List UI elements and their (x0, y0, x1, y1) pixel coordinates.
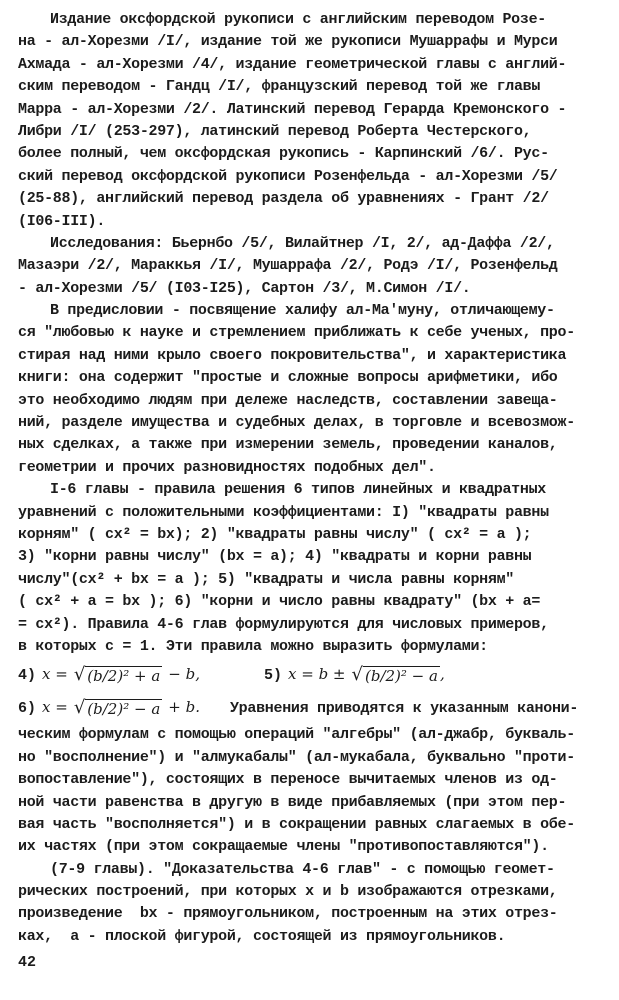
text-line: ках, a - плоской фигурой, состоящей из прямоугольников. (18, 927, 506, 945)
text-line: их частях (при этом сокращаемые члены "противопоставляются"). (18, 838, 549, 856)
text-line: но "восполнение") и "алмукабалы" (ал-мукабала, буквально "проти- (18, 748, 575, 766)
sqrt-icon: √ (351, 664, 363, 686)
text-line: (25-88), английский перевод раздела об уравнениях - Грант /2/ (18, 190, 549, 208)
text-block-after-formulas (18, 724, 608, 948)
formula-tail: , (439, 665, 445, 684)
text-line: ский перевод оксфордской рукописи Розенфельда - ал-Хорезми /5/ (18, 167, 558, 185)
text-line: Мазаэри /2/, Мараккья /I/, Мушаррафа /2/, Родэ /I/, Розенфельд (18, 257, 558, 275)
text-line: ний, разделе имущества и судебных делах, в торговле и всевозмож- (18, 414, 575, 432)
text-line: Уравнения приводятся к указанным канони- (229, 700, 579, 718)
text-line: Марра - ал-Хорезми /2/. Латинский перевод Герарда Кремонского - (18, 100, 567, 118)
formula-lhs: x = (42, 665, 68, 684)
text-line: (7-9 главы). "Доказательства 4-6 глав" - с помощью геомет- (50, 860, 555, 878)
text-line: вопоставление"), состоящих в переносе вычитаемых членов из од- (18, 771, 558, 789)
text-line: уравнений с положительными коэффициентами: I) "квадраты равны (18, 503, 549, 521)
text-line: ной части равенства в другую в виде прибавляемых (при этом пер- (18, 793, 567, 811)
text-line: (I06-III). (18, 212, 106, 230)
text-line: 3) "корни равны числу" (bx = a); 4) "квадраты и корни равны (18, 548, 532, 566)
text-line: книги: она содержит "простые и сложные вопросы арифметики, ибо (18, 369, 558, 387)
formula-5 (263, 664, 445, 686)
text-block-before-formulas (18, 9, 608, 658)
text-line: вая часть "восполняется") и в сокращении равных слагаемых в обе- (18, 815, 575, 833)
formula-row-4-5 (18, 658, 608, 691)
text-line: геометрии и прочих разновидностях подобных дел". (18, 458, 436, 476)
text-line: более полный, чем оксфордская рукопись - Карпинский /6/. Рус- (18, 145, 549, 163)
text-line: в которых c = 1. Эти правила можно выразить формулами: (18, 637, 488, 655)
formula-lhs: x = b ± (288, 665, 346, 684)
text-line: ных сделках, а также при измерении земель, проведении каналов, (18, 436, 558, 454)
formula-4 (18, 664, 200, 686)
formula-label: 6) (18, 700, 37, 718)
text-line: Ахмада - ал-Хорезми /4/, издание геометрической главы с англий- (18, 55, 567, 73)
text-line: Либри /I/ (253-297), латинский перевод Роберта Честерского, (18, 122, 532, 140)
formula-radicand: (b/2)² − a (87, 699, 161, 718)
text-line: числу"(cx² + bx = a ); 5) "квадраты и числа равны корням" (18, 570, 514, 588)
sqrt-icon: √ (73, 697, 86, 719)
text-line: на - ал-Хорезми /I/, издание той же рукописи Мушаррафы и Мурси (18, 33, 558, 51)
formula-label: 4) (18, 667, 37, 685)
page-body (18, 9, 608, 948)
formula-6 (18, 697, 200, 719)
text-line: произведение bx - прямоугольником, построенным на этих отрез- (18, 905, 558, 923)
text-line: ( cx² + a = bx ); 6) "корни и число равны квадрату" (bx + a= (18, 593, 541, 611)
text-line: это необходимо людям при дележе наследств, составлении завеща- (18, 391, 558, 409)
text-line: В предисловии - посвящение халифу ал-Ма'муну, отличающему- (50, 302, 555, 320)
formula-tail: − b, (168, 665, 200, 684)
text-line: I-6 главы - правила решения 6 типов линейных и квадратных (50, 481, 546, 499)
formula-tail: + b. (168, 698, 200, 717)
formula-row-6 (18, 691, 608, 724)
page-number: 42 (18, 954, 37, 971)
formula-radicand: (b/2)² − a (365, 666, 438, 685)
formula-lhs: x = (42, 698, 68, 717)
text-line: Издание оксфордской рукописи с английским переводом Розе- (50, 11, 546, 28)
text-line: = cx²). Правила 4-6 глав формулируются для числовых примеров, (18, 615, 549, 633)
formula-label: 5) (263, 667, 282, 685)
text-line: стирая над ними крыло своего покровительства", и характеристика (18, 346, 567, 364)
text-line: - ал-Хорезми /5/ (I03-I25), Сартон /3/, М.Симон /I/. (18, 279, 471, 297)
text-line: ся "любовью к науке и стремлением приближать к себе ученых, про- (18, 324, 575, 342)
formula-radicand: (b/2)² + a (87, 666, 161, 685)
text-line: корням" ( cx² = bx); 2) "квадраты равны числу" ( cx² = a ); (18, 525, 532, 543)
text-line: ческим формулам с помощью операций "алгебры" (ал-джабр, букваль- (18, 726, 575, 744)
text-line: ским переводом - Гандц /I/, французский перевод той же главы (18, 78, 541, 96)
sqrt-icon: √ (73, 664, 86, 686)
text-line: Исследования: Бьернбо /5/, Вилайтнер /I, 2/, ад-Даффа /2/, (50, 234, 555, 252)
text-line: рических построений, при которых x и b изображаются отрезками, (18, 883, 558, 901)
